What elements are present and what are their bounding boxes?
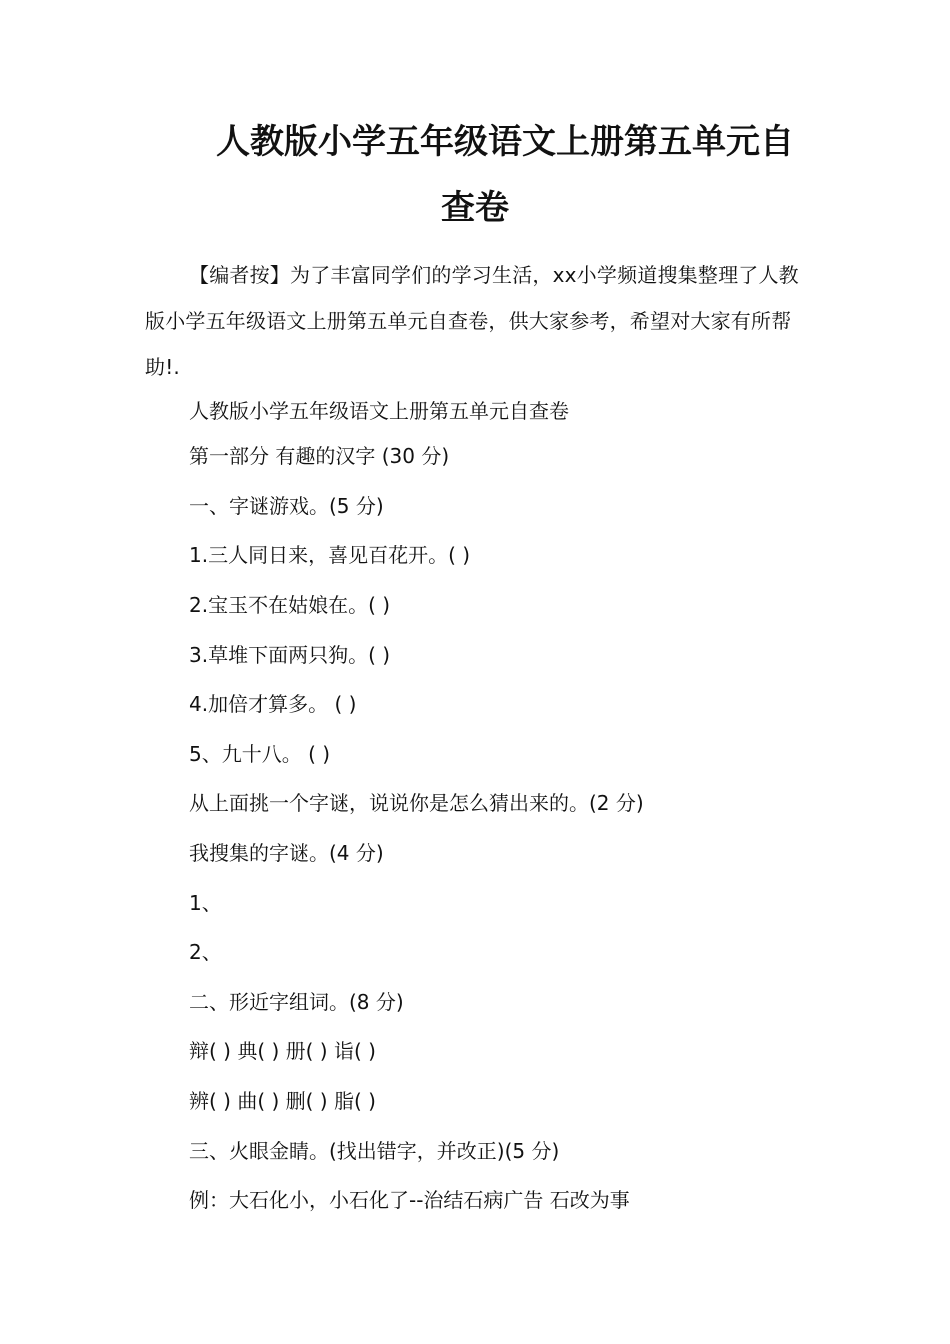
section-heading-part-one: 第一部分 有趣的汉字 (30 分)	[189, 444, 450, 468]
riddle-item: 4.加倍才算多。 ( )	[189, 692, 357, 716]
document-title-line-2: 查卷	[441, 188, 509, 228]
editor-note-paragraph: 【编者按】为了丰富同学们的学习生活，xx小学频道搜集整理了人教版小学五年级语文上册第五单元自查卷，供大家参考，希望对大家有所帮助!.	[145, 263, 799, 379]
find-errors-example: 例：大石化小，小石化了--治结石病广告 石改为事	[189, 1188, 630, 1212]
riddle-explain-prompt: 从上面挑一个字谜，说说你是怎么猜出来的。(2 分)	[189, 791, 644, 815]
question-heading-similar-characters: 二、形近字组词。(8 分)	[189, 990, 404, 1014]
similar-characters-row: 辨( ) 曲( ) 删( ) 脂( )	[189, 1089, 376, 1113]
question-heading-find-errors: 三、火眼金睛。(找出错字，并改正)(5 分)	[189, 1139, 560, 1163]
document-title-line-1: 人教版小学五年级语文上册第五单元自	[216, 122, 794, 162]
collected-riddles-prompt: 我搜集的字谜。(4 分)	[189, 841, 384, 865]
collected-riddle-blank: 1、	[189, 891, 222, 915]
subtitle-line: 人教版小学五年级语文上册第五单元自查卷	[189, 399, 569, 423]
similar-characters-row: 辩( ) 典( ) 册( ) 诣( )	[189, 1039, 376, 1063]
collected-riddle-blank: 2、	[189, 940, 222, 964]
riddle-item: 5、九十八。 ( )	[189, 742, 331, 766]
riddle-item: 2.宝玉不在姑娘在。( )	[189, 593, 391, 617]
riddle-item: 3.草堆下面两只狗。( )	[189, 643, 391, 667]
riddle-item: 1.三人同日来，喜见百花开。( )	[189, 543, 471, 567]
question-heading-riddles: 一、字谜游戏。(5 分)	[189, 494, 384, 518]
